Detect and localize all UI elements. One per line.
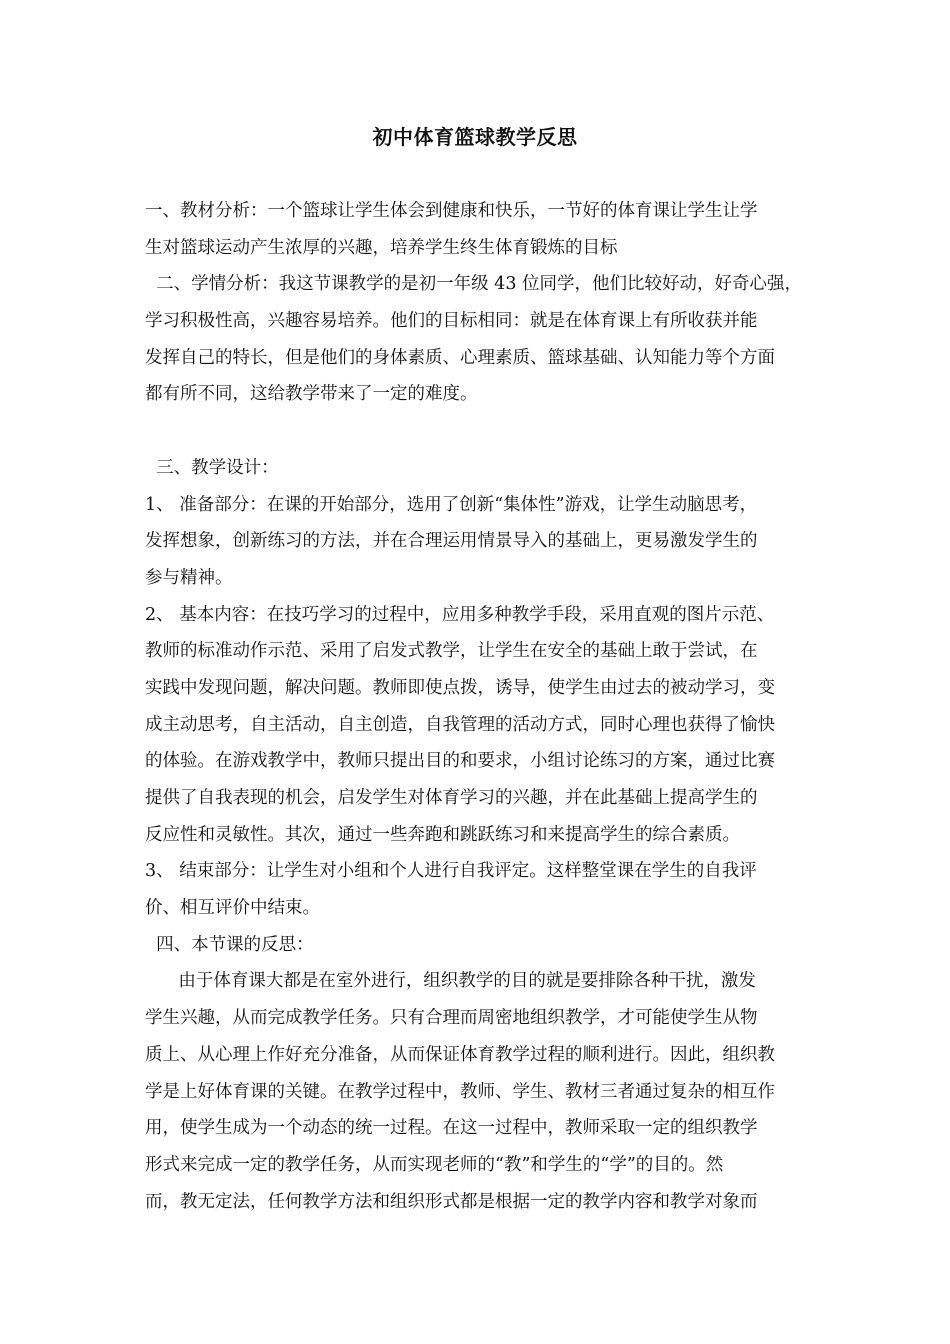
text-line: 成主动思考，自主活动，自主创造，自我管理的活动方式，同时心理也获得了愉快 [145, 714, 775, 735]
text-line: 三、教学设计： [145, 457, 279, 478]
text-line: 生对篮球运动产生浓厚的兴趣，培养学生终生体育锻炼的目标 [145, 237, 618, 258]
text-line: 提供了自我表现的机会，启发学生对体育学习的兴趣，并在此基础上提高学生的 [145, 788, 758, 808]
document-title: 初中体育篮球教学反思 [372, 125, 578, 149]
text-line: 四、本节课的反思： [145, 934, 314, 955]
text-line: 一、教材分析：一个篮球让学生体会到健康和快乐，一节好的体育课让学生让学 [145, 201, 758, 221]
text-line: 的体验。在游戏教学中，教师只提出目的和要求，小组讨论练习的方案，通过比赛 [145, 751, 775, 772]
text-line: 参与精神。 [145, 567, 233, 588]
text-line: 价、相互评价中结束。 [145, 898, 320, 919]
text-line: 学习积极性高，兴趣容易培养。他们的目标相同：就是在体育课上有所收获并能 [145, 311, 758, 332]
text-line: 形式来完成一定的教学任务，从而实现老师的“教”和学生的“学”的目的。然 [145, 1154, 724, 1175]
text-line: 反应性和灵敏性。其次，通过一些奔跑和跳跃练习和来提高学生的综合素质。 [145, 824, 740, 845]
text-line: 实践中发现问题，解决问题。教师即使点拨，诱导，使学生由过去的被动学习，变 [145, 677, 775, 698]
text-line: 而，教无定法，任何教学方法和组织形式都是根据一定的教学内容和教学对象而 [145, 1191, 758, 1212]
text-line: 学是上好体育课的关键。在教学过程中，教师、学生、教材三者通过复杂的相互作 [145, 1081, 775, 1102]
text-line: 1、 准备部分：在课的开始部分，选用了创新“集体性”游戏，让学生动脑思考， [145, 494, 758, 515]
text-line: 二、学情分析：我这节课教学的是初一年级 43 位同学，他们比较好动，好奇心强， [145, 274, 803, 295]
text-line: 学生兴趣，从而完成教学任务。只有合理而周密地组织教学，才可能使学生从物 [145, 1008, 758, 1029]
text-line: 教师的标准动作示范、采用了启发式教学，让学生在安全的基础上敢于尝试，在 [145, 641, 758, 662]
blank-line [145, 413, 815, 450]
text-line: 3、 结束部分：让学生对小组和个人进行自我评定。这样整堂课在学生的自我评 [145, 861, 757, 882]
text-line: 都有所不同，这给教学带来了一定的难度。 [145, 384, 478, 405]
text-line: 2、 基本内容：在技巧学习的过程中，应用多种教学手段，采用直观的图片示范、 [145, 604, 775, 625]
text-line: 发挥自己的特长，但是他们的身体素质、心理素质、篮球基础、认知能力等个方面 [145, 347, 775, 368]
text-line: 用，使学生成为一个动态的统一过程。在这一过程中，教师采取一定的组织教学 [145, 1118, 758, 1139]
text-line: 质上、从心理上作好充分准备，从而保证体育教学过程的顺利进行。因此，组织教 [145, 1044, 775, 1065]
text-line: 发挥想象，创新练习的方法，并在合理运用情景导入的基础上，更易激发学生的 [145, 531, 758, 552]
text-line: 由于体育课大都是在室外进行，组织教学的目的就是要排除各种干扰，激发 [145, 971, 756, 992]
document-body [145, 193, 815, 1220]
